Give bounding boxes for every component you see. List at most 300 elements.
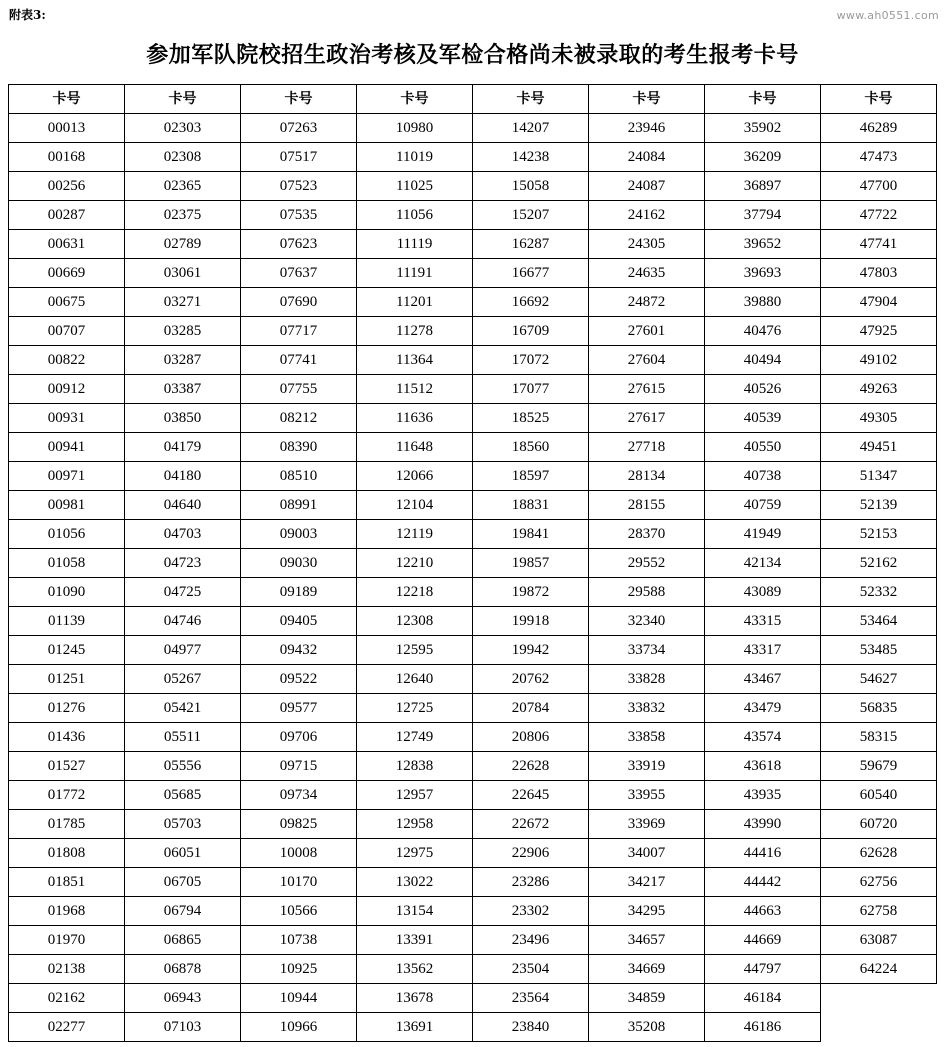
table-row: [9, 781, 937, 810]
card-number-cell: 12958: [357, 810, 473, 839]
card-number-cell: 40738: [705, 462, 821, 491]
card-number-cell: 08390: [241, 433, 357, 462]
card-number-cell: 10980: [357, 114, 473, 143]
card-number-cell: 28155: [589, 491, 705, 520]
card-number-cell: 07741: [241, 346, 357, 375]
card-number-cell: 04180: [125, 462, 241, 491]
card-number-cell: 64224: [821, 955, 937, 984]
card-number-cell: 33832: [589, 694, 705, 723]
card-number-cell: 07535: [241, 201, 357, 230]
card-number-cell: 01970: [9, 926, 125, 955]
card-number-cell: 24084: [589, 143, 705, 172]
card-number-cell: 36897: [705, 172, 821, 201]
card-number-cell: 02365: [125, 172, 241, 201]
card-number-cell: 52139: [821, 491, 937, 520]
card-number-cell: 33919: [589, 752, 705, 781]
table-row: [9, 636, 937, 665]
card-number-cell: 36209: [705, 143, 821, 172]
card-number-cell: 01139: [9, 607, 125, 636]
card-number-cell: 11025: [357, 172, 473, 201]
card-number-cell: 23286: [473, 868, 589, 897]
table-row: [9, 694, 937, 723]
table-row: [9, 433, 937, 462]
card-number-cell: 39652: [705, 230, 821, 259]
card-number-cell: 44663: [705, 897, 821, 926]
card-number-cell: 03287: [125, 346, 241, 375]
card-number-cell: 12218: [357, 578, 473, 607]
card-number-cell: 47904: [821, 288, 937, 317]
card-number-cell: 05703: [125, 810, 241, 839]
card-number-cell: 07637: [241, 259, 357, 288]
card-number-cell: 08991: [241, 491, 357, 520]
card-number-cell: 07517: [241, 143, 357, 172]
card-number-cell: 04703: [125, 520, 241, 549]
table-row: [9, 839, 937, 868]
card-number-cell: 33858: [589, 723, 705, 752]
card-number-cell: 10566: [241, 897, 357, 926]
card-number-cell: 39693: [705, 259, 821, 288]
card-number-cell: 07623: [241, 230, 357, 259]
card-number-cell: 01245: [9, 636, 125, 665]
card-number-cell: 47700: [821, 172, 937, 201]
card-number-cell: 01251: [9, 665, 125, 694]
card-number-cell: 19942: [473, 636, 589, 665]
card-number-cell: 11056: [357, 201, 473, 230]
card-number-cell: 27601: [589, 317, 705, 346]
card-number-cell: 19872: [473, 578, 589, 607]
card-number-cell: 40539: [705, 404, 821, 433]
card-number-cell: 13678: [357, 984, 473, 1013]
card-number-cell: 16677: [473, 259, 589, 288]
card-number-cell: 28370: [589, 520, 705, 549]
table-row: [9, 665, 937, 694]
card-number-cell: 11648: [357, 433, 473, 462]
card-number-cell: 13562: [357, 955, 473, 984]
card-number-cell: 07103: [125, 1013, 241, 1042]
card-number-cell: 19857: [473, 549, 589, 578]
card-number-cell: 00168: [9, 143, 125, 172]
card-number-cell: 49102: [821, 346, 937, 375]
card-number-cell: 43479: [705, 694, 821, 723]
card-number-cell: 12975: [357, 839, 473, 868]
card-number-cell: 09734: [241, 781, 357, 810]
column-header: 卡号: [241, 85, 357, 114]
card-number-cell: 09030: [241, 549, 357, 578]
table-row: [9, 288, 937, 317]
card-number-cell: 11364: [357, 346, 473, 375]
card-number-cell: 01436: [9, 723, 125, 752]
card-number-cell: 18831: [473, 491, 589, 520]
column-header: 卡号: [705, 85, 821, 114]
card-number-cell: 34007: [589, 839, 705, 868]
card-number-cell: 46186: [705, 1013, 821, 1042]
table-row: [9, 259, 937, 288]
card-number-cell: 04640: [125, 491, 241, 520]
card-number-cell: 11512: [357, 375, 473, 404]
card-number-cell: 41949: [705, 520, 821, 549]
column-header: 卡号: [357, 85, 473, 114]
card-number-cell: 20762: [473, 665, 589, 694]
card-number-cell: 05685: [125, 781, 241, 810]
card-number-cell: 40550: [705, 433, 821, 462]
card-number-cell: 47741: [821, 230, 937, 259]
card-number-cell: 49263: [821, 375, 937, 404]
card-number-cell: 47722: [821, 201, 937, 230]
card-number-cell: 52162: [821, 549, 937, 578]
card-number-cell: 22628: [473, 752, 589, 781]
table-row: [9, 549, 937, 578]
card-number-cell: 02138: [9, 955, 125, 984]
card-number-cell: 03850: [125, 404, 241, 433]
card-number-cell: 52332: [821, 578, 937, 607]
table-row: [9, 578, 937, 607]
card-number-cell: 12595: [357, 636, 473, 665]
card-number-cell: 00941: [9, 433, 125, 462]
card-number-cell: 20784: [473, 694, 589, 723]
card-number-cell: 33734: [589, 636, 705, 665]
card-number-cell: 34657: [589, 926, 705, 955]
card-number-cell: 59679: [821, 752, 937, 781]
card-number-cell: 09522: [241, 665, 357, 694]
card-number-cell: 43990: [705, 810, 821, 839]
card-number-cell: 43935: [705, 781, 821, 810]
card-number-cell: 35902: [705, 114, 821, 143]
card-number-cell: 01785: [9, 810, 125, 839]
card-number-cell: 18597: [473, 462, 589, 491]
card-number-cell: 16709: [473, 317, 589, 346]
card-number-cell: 13391: [357, 926, 473, 955]
card-number-cell: 06794: [125, 897, 241, 926]
table-row: [9, 201, 937, 230]
card-number-cell: 20806: [473, 723, 589, 752]
card-number-cell: 03285: [125, 317, 241, 346]
card-number-cell: 23302: [473, 897, 589, 926]
card-number-cell: 29588: [589, 578, 705, 607]
card-number-cell: 14207: [473, 114, 589, 143]
card-number-cell: 18560: [473, 433, 589, 462]
card-number-cell: 11636: [357, 404, 473, 433]
table-row: [9, 897, 937, 926]
card-number-cell: 00631: [9, 230, 125, 259]
card-number-cell: 33969: [589, 810, 705, 839]
card-number-cell: 01968: [9, 897, 125, 926]
watermark-text: www.ah0551.com: [836, 9, 939, 22]
card-number-cell: 05267: [125, 665, 241, 694]
card-number-cell: 32340: [589, 607, 705, 636]
card-number-cell: 02789: [125, 230, 241, 259]
card-number-cell: 33828: [589, 665, 705, 694]
card-number-cell: 04723: [125, 549, 241, 578]
card-number-table: [8, 84, 937, 1042]
card-number-cell: 00971: [9, 462, 125, 491]
card-number-cell: 33955: [589, 781, 705, 810]
column-header: 卡号: [9, 85, 125, 114]
card-number-cell: 27615: [589, 375, 705, 404]
card-number-cell: 18525: [473, 404, 589, 433]
card-number-cell: 63087: [821, 926, 937, 955]
card-number-cell: 17072: [473, 346, 589, 375]
card-number-cell: 02303: [125, 114, 241, 143]
card-number-cell: 10008: [241, 839, 357, 868]
card-number-cell: 02162: [9, 984, 125, 1013]
card-number-cell: 43574: [705, 723, 821, 752]
card-number-cell: 12104: [357, 491, 473, 520]
card-number-cell: 24162: [589, 201, 705, 230]
card-number-cell: 47925: [821, 317, 937, 346]
card-number-cell: 34669: [589, 955, 705, 984]
card-number-cell: 52153: [821, 520, 937, 549]
card-number-cell: 05421: [125, 694, 241, 723]
table-row: [9, 723, 937, 752]
card-number-cell: 13691: [357, 1013, 473, 1042]
card-number-cell: 10170: [241, 868, 357, 897]
card-number-cell: 62628: [821, 839, 937, 868]
card-number-cell: 12119: [357, 520, 473, 549]
card-number-cell: 23496: [473, 926, 589, 955]
card-number-cell: 00675: [9, 288, 125, 317]
card-number-cell: 43317: [705, 636, 821, 665]
annex-label: 附表3:: [9, 8, 46, 22]
card-number-cell: 12725: [357, 694, 473, 723]
card-number-cell: 27604: [589, 346, 705, 375]
card-number-cell: 05511: [125, 723, 241, 752]
card-number-cell: 11019: [357, 143, 473, 172]
table-row: [9, 317, 937, 346]
card-number-cell: 04746: [125, 607, 241, 636]
table-row: [9, 520, 937, 549]
card-number-cell: 10966: [241, 1013, 357, 1042]
table-row: [9, 607, 937, 636]
card-number-cell: 62756: [821, 868, 937, 897]
card-number-cell: 09003: [241, 520, 357, 549]
card-number-cell: 22906: [473, 839, 589, 868]
card-number-cell: 34217: [589, 868, 705, 897]
card-number-cell: 13154: [357, 897, 473, 926]
document-title: 参加军队院校招生政治考核及军检合格尚未被录取的考生报考卡号: [146, 42, 799, 68]
table-row: [9, 955, 937, 984]
card-number-cell: 43467: [705, 665, 821, 694]
card-number-cell: 02375: [125, 201, 241, 230]
card-number-cell: 44669: [705, 926, 821, 955]
card-number-cell: 09706: [241, 723, 357, 752]
table-row: [9, 230, 937, 259]
card-number-cell: 40526: [705, 375, 821, 404]
card-number-cell: 07523: [241, 172, 357, 201]
card-number-cell: 19841: [473, 520, 589, 549]
table-row: [9, 752, 937, 781]
card-number-cell: 15207: [473, 201, 589, 230]
card-number-cell: 27718: [589, 433, 705, 462]
card-number-cell: 01056: [9, 520, 125, 549]
card-number-cell: 12640: [357, 665, 473, 694]
card-number-cell: 14238: [473, 143, 589, 172]
card-number-cell: 35208: [589, 1013, 705, 1042]
card-number-cell: 51347: [821, 462, 937, 491]
card-number-cell: 00822: [9, 346, 125, 375]
card-number-cell: 09577: [241, 694, 357, 723]
card-number-cell: 06943: [125, 984, 241, 1013]
card-number-cell: 09432: [241, 636, 357, 665]
card-number-cell: 04977: [125, 636, 241, 665]
card-number-cell: 40759: [705, 491, 821, 520]
card-number-cell: 01851: [9, 868, 125, 897]
card-number-cell: 12957: [357, 781, 473, 810]
card-number-cell: 10944: [241, 984, 357, 1013]
card-number-cell: 62758: [821, 897, 937, 926]
card-number-cell: 46289: [821, 114, 937, 143]
table-row: [9, 143, 937, 172]
card-number-cell: 43089: [705, 578, 821, 607]
card-number-cell: 00013: [9, 114, 125, 143]
card-number-cell: 34859: [589, 984, 705, 1013]
card-number-cell: 53464: [821, 607, 937, 636]
card-number-cell: 23840: [473, 1013, 589, 1042]
card-number-cell: 49305: [821, 404, 937, 433]
card-number-cell: 44442: [705, 868, 821, 897]
card-number-cell: 05556: [125, 752, 241, 781]
card-number-cell: 46184: [705, 984, 821, 1013]
card-number-cell: 11119: [357, 230, 473, 259]
card-number-cell: 24872: [589, 288, 705, 317]
card-number-cell: 24087: [589, 172, 705, 201]
card-number-cell: 12066: [357, 462, 473, 491]
card-number-cell: 00669: [9, 259, 125, 288]
card-number-cell: 10925: [241, 955, 357, 984]
card-number-cell: 22672: [473, 810, 589, 839]
table-header-row: [9, 85, 937, 114]
card-number-cell: 11278: [357, 317, 473, 346]
card-number-cell: 16692: [473, 288, 589, 317]
column-header: 卡号: [589, 85, 705, 114]
card-number-cell: 44416: [705, 839, 821, 868]
card-number-cell: 53485: [821, 636, 937, 665]
card-number-cell: 02277: [9, 1013, 125, 1042]
card-number-cell: 28134: [589, 462, 705, 491]
card-number-cell: 23564: [473, 984, 589, 1013]
card-number-cell: 43618: [705, 752, 821, 781]
table-row: [9, 462, 937, 491]
card-number-cell: 23504: [473, 955, 589, 984]
card-number-cell: 54627: [821, 665, 937, 694]
card-number-cell: 17077: [473, 375, 589, 404]
card-number-cell: 23946: [589, 114, 705, 143]
card-number-cell: 10738: [241, 926, 357, 955]
card-number-cell: 27617: [589, 404, 705, 433]
card-number-cell: 03271: [125, 288, 241, 317]
card-number-cell: 01527: [9, 752, 125, 781]
card-number-cell: 00912: [9, 375, 125, 404]
card-number-cell: 01772: [9, 781, 125, 810]
card-number-cell: 07690: [241, 288, 357, 317]
card-number-cell: 19918: [473, 607, 589, 636]
card-number-cell: 00256: [9, 172, 125, 201]
card-number-cell: 00981: [9, 491, 125, 520]
card-number-cell: 07755: [241, 375, 357, 404]
card-number-cell: 04179: [125, 433, 241, 462]
card-number-cell: 07263: [241, 114, 357, 143]
card-number-cell: 34295: [589, 897, 705, 926]
card-number-cell: 11201: [357, 288, 473, 317]
card-number-cell: 43315: [705, 607, 821, 636]
table-row: [9, 172, 937, 201]
table-row: [9, 491, 937, 520]
table-row: [9, 375, 937, 404]
card-number-cell: 03061: [125, 259, 241, 288]
card-number-cell: 49451: [821, 433, 937, 462]
card-number-cell: 40494: [705, 346, 821, 375]
card-number-cell: 00707: [9, 317, 125, 346]
empty-cell: [821, 984, 937, 1013]
card-number-cell: 01808: [9, 839, 125, 868]
card-number-cell: 42134: [705, 549, 821, 578]
card-number-cell: 07717: [241, 317, 357, 346]
card-number-cell: 11191: [357, 259, 473, 288]
card-number-cell: 08510: [241, 462, 357, 491]
card-number-cell: 60720: [821, 810, 937, 839]
card-number-cell: 04725: [125, 578, 241, 607]
table-row: [9, 114, 937, 143]
card-number-cell: 06878: [125, 955, 241, 984]
table-row: [9, 346, 937, 375]
card-number-cell: 40476: [705, 317, 821, 346]
card-number-cell: 09405: [241, 607, 357, 636]
column-header: 卡号: [473, 85, 589, 114]
card-number-cell: 16287: [473, 230, 589, 259]
card-number-cell: 37794: [705, 201, 821, 230]
card-number-cell: 00287: [9, 201, 125, 230]
table-row: [9, 1013, 937, 1042]
card-number-cell: 02308: [125, 143, 241, 172]
card-number-cell: 24635: [589, 259, 705, 288]
card-number-cell: 22645: [473, 781, 589, 810]
column-header: 卡号: [821, 85, 937, 114]
card-number-cell: 01090: [9, 578, 125, 607]
card-number-cell: 29552: [589, 549, 705, 578]
card-number-cell: 58315: [821, 723, 937, 752]
card-number-cell: 01276: [9, 694, 125, 723]
card-number-cell: 39880: [705, 288, 821, 317]
card-number-cell: 60540: [821, 781, 937, 810]
card-number-cell: 03387: [125, 375, 241, 404]
card-number-cell: 44797: [705, 955, 821, 984]
card-number-cell: 13022: [357, 868, 473, 897]
card-number-cell: 15058: [473, 172, 589, 201]
card-number-cell: 09825: [241, 810, 357, 839]
card-number-cell: 01058: [9, 549, 125, 578]
card-number-cell: 00931: [9, 404, 125, 433]
card-number-cell: 47473: [821, 143, 937, 172]
card-number-cell: 09189: [241, 578, 357, 607]
card-number-cell: 12838: [357, 752, 473, 781]
table-row: [9, 868, 937, 897]
table-row: [9, 810, 937, 839]
card-number-cell: 06865: [125, 926, 241, 955]
card-number-cell: 12308: [357, 607, 473, 636]
card-number-cell: 12749: [357, 723, 473, 752]
table-row: [9, 404, 937, 433]
table-row: [9, 984, 937, 1013]
empty-cell: [821, 1013, 937, 1042]
card-number-cell: 56835: [821, 694, 937, 723]
card-number-cell: 12210: [357, 549, 473, 578]
card-number-cell: 08212: [241, 404, 357, 433]
card-number-cell: 06705: [125, 868, 241, 897]
table-row: [9, 926, 937, 955]
card-number-cell: 06051: [125, 839, 241, 868]
card-number-cell: 24305: [589, 230, 705, 259]
card-number-cell: 47803: [821, 259, 937, 288]
column-header: 卡号: [125, 85, 241, 114]
